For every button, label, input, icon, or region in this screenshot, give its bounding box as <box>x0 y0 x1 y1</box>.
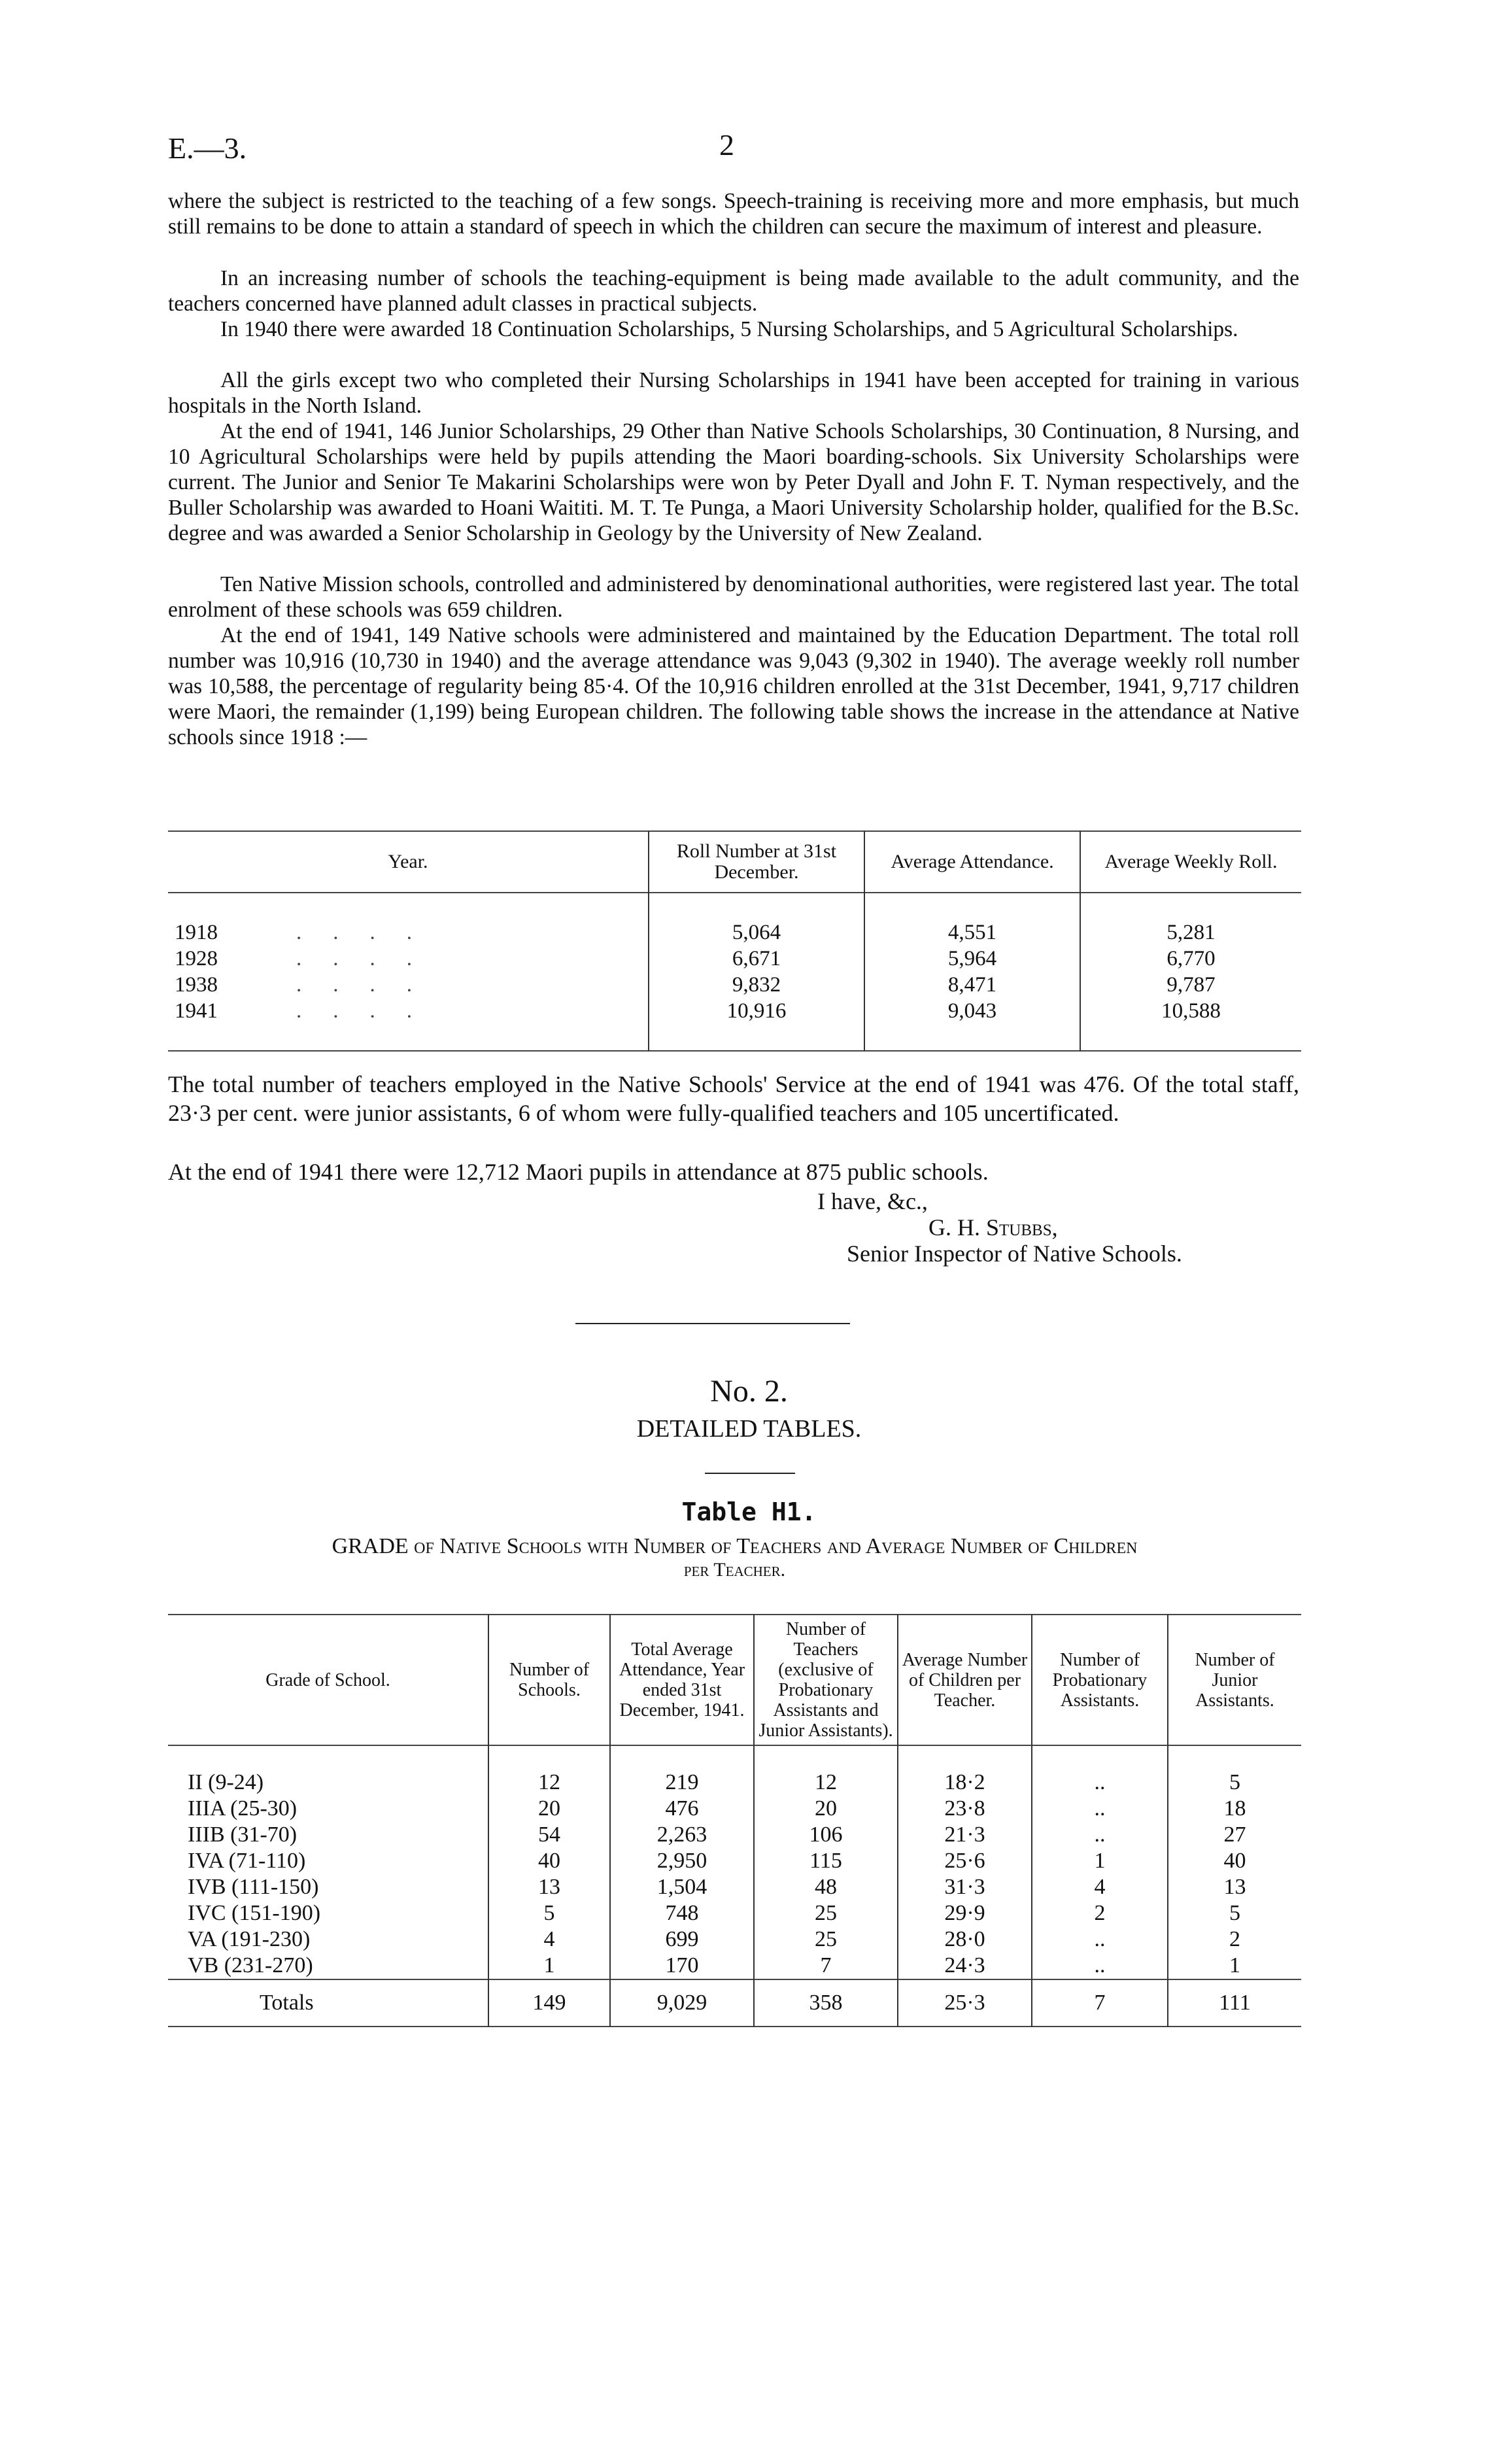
probationary-cell: .. <box>1032 1796 1168 1822</box>
attendance-cell: 748 <box>610 1900 754 1926</box>
per-teacher-cell: 23·8 <box>898 1796 1032 1822</box>
grade-cell: VA (191-230) <box>188 1927 311 1951</box>
section-divider <box>575 1323 850 1324</box>
header-probationary-assistants: Number of Probationary Assistants. <box>1032 1615 1168 1745</box>
signature-greeting: I have, &c., <box>817 1188 928 1214</box>
attendance-cell: 219 <box>610 1770 754 1796</box>
grade-table-header <box>168 1615 1301 1745</box>
year-cell: 1941 <box>175 999 218 1023</box>
grade-cell: VB (231-270) <box>188 1953 313 1977</box>
weekly-roll-cell: 5,281 <box>1080 919 1301 946</box>
table-label: Table H1. <box>681 1497 817 1526</box>
totals-attendance: 9,029 <box>610 1979 754 2027</box>
roll-cell: 9,832 <box>649 972 864 998</box>
section-title: DETAILED TABLES. <box>636 1415 862 1443</box>
roll-cell: 5,064 <box>649 919 864 946</box>
grade-cell: II (9-24) <box>188 1770 264 1794</box>
attendance-cell: 2,263 <box>610 1822 754 1848</box>
schools-cell: 12 <box>488 1770 610 1796</box>
weekly-roll-cell: 6,770 <box>1080 946 1301 972</box>
teachers-cell: 106 <box>754 1822 898 1848</box>
per-teacher-cell: 21·3 <box>898 1822 1032 1848</box>
year-cell: 1938 <box>175 973 218 997</box>
grade-cell: IVB (111-150) <box>188 1875 319 1899</box>
page-number: 2 <box>719 128 734 162</box>
attendance-cell: 699 <box>610 1926 754 1953</box>
junior-cell: 13 <box>1168 1874 1301 1900</box>
attendance-table-header <box>168 831 1301 893</box>
table-row <box>168 1953 1301 1979</box>
header-grade: Grade of School. <box>265 1669 390 1690</box>
grade-cell: IVC (151-190) <box>188 1901 321 1925</box>
paragraph-attendance: At the end of 1941, 149 Native schools were administered and maintained by the Education Department. The total roll number was 10,916 (10,730 in 1940) and the average attendance was 9,043 (9,302 in 1940). The average weekly roll number was 10,588, the percentage of regularity being 85·4. Of the 10,916 children enrolled at the 31st December, 1941, 9,717 children were Maori, the remainder (1,199) being European children. The following table shows the increase in the attendance at Native schools since 1918 :— <box>168 623 1299 749</box>
probationary-cell: 1 <box>1032 1848 1168 1874</box>
table-row: 1938 .... 9,832 8,471 9,787 <box>168 972 1301 998</box>
header-average-attendance: Average Attendance. <box>864 831 1080 893</box>
table-row: 1928 .... 6,671 5,964 6,770 <box>168 946 1301 972</box>
teachers-cell: 25 <box>754 1900 898 1926</box>
attendance-cell: 5,964 <box>864 946 1080 972</box>
teachers-cell: 115 <box>754 1848 898 1874</box>
per-teacher-cell: 24·3 <box>898 1953 1032 1979</box>
header-children-per-teacher: Average Number of Children per Teacher. <box>898 1615 1032 1745</box>
schools-cell: 13 <box>488 1874 610 1900</box>
weekly-roll-cell: 10,588 <box>1080 998 1301 1024</box>
junior-cell: 1 <box>1168 1953 1301 1979</box>
per-teacher-cell: 29·9 <box>898 1900 1032 1926</box>
probationary-cell: .. <box>1032 1770 1168 1796</box>
document-code: E.—3. <box>168 131 247 165</box>
teachers-cell: 48 <box>754 1874 898 1900</box>
paragraph-speech: where the subject is restricted to the teaching of a few songs. Speech-training is receiving more and more emphasis, but much still remains to be done to attain a standard of speech in which the children can secure the maximum of interest and pleasure. <box>168 189 1299 239</box>
totals-probationary: 7 <box>1032 1979 1168 2027</box>
paragraph-scholarships-1941: At the end of 1941, 146 Junior Scholarships, 29 Other than Native Schools Scholarships, 30 Continuation, 8 Nursing, and 10 Agricultural Scholarships were held by pupils attending the Maori boarding-schools. Six University Scholarships were current. The Junior and Senior Te Makarini Scholarships were won by Peter Dyall and John F. T. Nyman respectively, and the Buller Scholarship was awarded to Hoani Waititi. M. T. Te Punga, a Maori University Scholarship holder, qualified for the B.Sc. degree and was awarded a Senior Scholarship in Geology by the University of New Zealand. <box>168 419 1299 545</box>
attendance-cell: 9,043 <box>864 998 1080 1024</box>
probationary-cell: .. <box>1032 1926 1168 1953</box>
table-row <box>168 1822 1301 1848</box>
junior-cell: 5 <box>1168 1900 1301 1926</box>
schools-cell: 54 <box>488 1822 610 1848</box>
year-cell: 1928 <box>175 947 218 970</box>
schools-cell: 40 <box>488 1848 610 1874</box>
table-row <box>168 1848 1301 1874</box>
table-row <box>168 1900 1301 1926</box>
junior-cell: 18 <box>1168 1796 1301 1822</box>
paragraph-scholarships-1940: In 1940 there were awarded 18 Continuation Scholarships, 5 Nursing Scholarships, and 5 Agricultural Scholarships. <box>220 317 1238 341</box>
header-year: Year. <box>388 851 428 872</box>
teachers-cell: 7 <box>754 1953 898 1979</box>
totals-schools: 149 <box>488 1979 610 2027</box>
junior-cell: 2 <box>1168 1926 1301 1953</box>
attendance-cell: 4,551 <box>864 919 1080 946</box>
attendance-table <box>168 830 1301 1052</box>
paragraph-public-schools: At the end of 1941 there were 12,712 Maori pupils in attendance at 875 public schools. <box>168 1159 989 1185</box>
schools-cell: 4 <box>488 1926 610 1953</box>
paragraph-nursing: All the girls except two who completed their Nursing Scholarships in 1941 have been accepted for training in various hospitals in the North Island. <box>168 368 1299 418</box>
table-row <box>168 1796 1301 1822</box>
header-junior-assistants: Number of Junior Assistants. <box>1168 1615 1301 1745</box>
probationary-cell: .. <box>1032 1822 1168 1848</box>
section-number: No. 2. <box>710 1374 788 1409</box>
grade-table <box>168 1614 1301 2027</box>
heading-rule <box>705 1473 795 1474</box>
signature-name: G. H. Stubbs, <box>928 1214 1058 1241</box>
totals-label: Totals <box>260 1991 314 2015</box>
paragraph-equipment: In an increasing number of schools the teaching-equipment is being made available to the adult community, and the teachers concerned have planned adult classes in practical subjects. <box>168 266 1299 316</box>
table-title-line-2: per Teacher. <box>683 1559 786 1581</box>
weekly-roll-cell: 9,787 <box>1080 972 1301 998</box>
header-average-weekly-roll: Average Weekly Roll. <box>1080 831 1301 893</box>
probationary-cell: 2 <box>1032 1900 1168 1926</box>
table-row <box>168 1926 1301 1953</box>
junior-cell: 5 <box>1168 1770 1301 1796</box>
junior-cell: 40 <box>1168 1848 1301 1874</box>
per-teacher-cell: 18·2 <box>898 1770 1032 1796</box>
roll-cell: 10,916 <box>649 998 864 1024</box>
per-teacher-cell: 31·3 <box>898 1874 1032 1900</box>
probationary-cell: .. <box>1032 1953 1168 1979</box>
header-roll-number: Roll Number at 31st December. <box>649 831 864 893</box>
table-row <box>168 1874 1301 1900</box>
per-teacher-cell: 25·6 <box>898 1848 1032 1874</box>
totals-teachers: 358 <box>754 1979 898 2027</box>
attendance-cell: 170 <box>610 1953 754 1979</box>
teachers-cell: 20 <box>754 1796 898 1822</box>
attendance-cell: 476 <box>610 1796 754 1822</box>
header-total-attendance: Total Average Attendance, Year ended 31st December, 1941. <box>610 1615 754 1745</box>
table-title-line-1: GRADE of Native Schools with Number of Teachers and Average Number of Children <box>332 1534 1138 1558</box>
attendance-cell: 8,471 <box>864 972 1080 998</box>
teachers-cell: 12 <box>754 1770 898 1796</box>
schools-cell: 20 <box>488 1796 610 1822</box>
roll-cell: 6,671 <box>649 946 864 972</box>
teachers-cell: 25 <box>754 1926 898 1953</box>
schools-cell: 1 <box>488 1953 610 1979</box>
table-row <box>168 1770 1301 1796</box>
totals-per-teacher: 25·3 <box>898 1979 1032 2027</box>
table-row: 1941 .... 10,916 9,043 10,588 <box>168 998 1301 1024</box>
grade-cell: IIIA (25-30) <box>188 1796 298 1821</box>
attendance-cell: 1,504 <box>610 1874 754 1900</box>
probationary-cell: 4 <box>1032 1874 1168 1900</box>
grade-cell: IVA (71-110) <box>188 1849 306 1873</box>
header-number-of-schools: Number of Schools. <box>488 1615 610 1745</box>
year-cell: 1918 <box>175 921 218 944</box>
paragraph-teachers: The total number of teachers employed in the Native Schools' Service at the end of 1941 was 476. Of the total staff, 23·3 per cent. were junior assistants, 6 of whom were fully-qualified teachers and 105 uncertificated. <box>168 1071 1299 1126</box>
totals-row <box>168 1979 1301 2027</box>
grade-cell: IIIB (31-70) <box>188 1822 298 1847</box>
totals-junior: 111 <box>1168 1979 1301 2027</box>
paragraph-mission-schools: Ten Native Mission schools, controlled and administered by denominational authorities, were registered last year. The total enrolment of these schools was 659 children. <box>168 572 1299 622</box>
header-number-of-teachers: Number of Teachers (exclusive of Probationary Assistants and Junior Assistants). <box>754 1615 898 1745</box>
schools-cell: 5 <box>488 1900 610 1926</box>
per-teacher-cell: 28·0 <box>898 1926 1032 1953</box>
junior-cell: 27 <box>1168 1822 1301 1848</box>
table-row: 1918 .... 5,064 4,551 5,281 <box>168 919 1301 946</box>
attendance-cell: 2,950 <box>610 1848 754 1874</box>
signature-title: Senior Inspector of Native Schools. <box>847 1241 1182 1267</box>
